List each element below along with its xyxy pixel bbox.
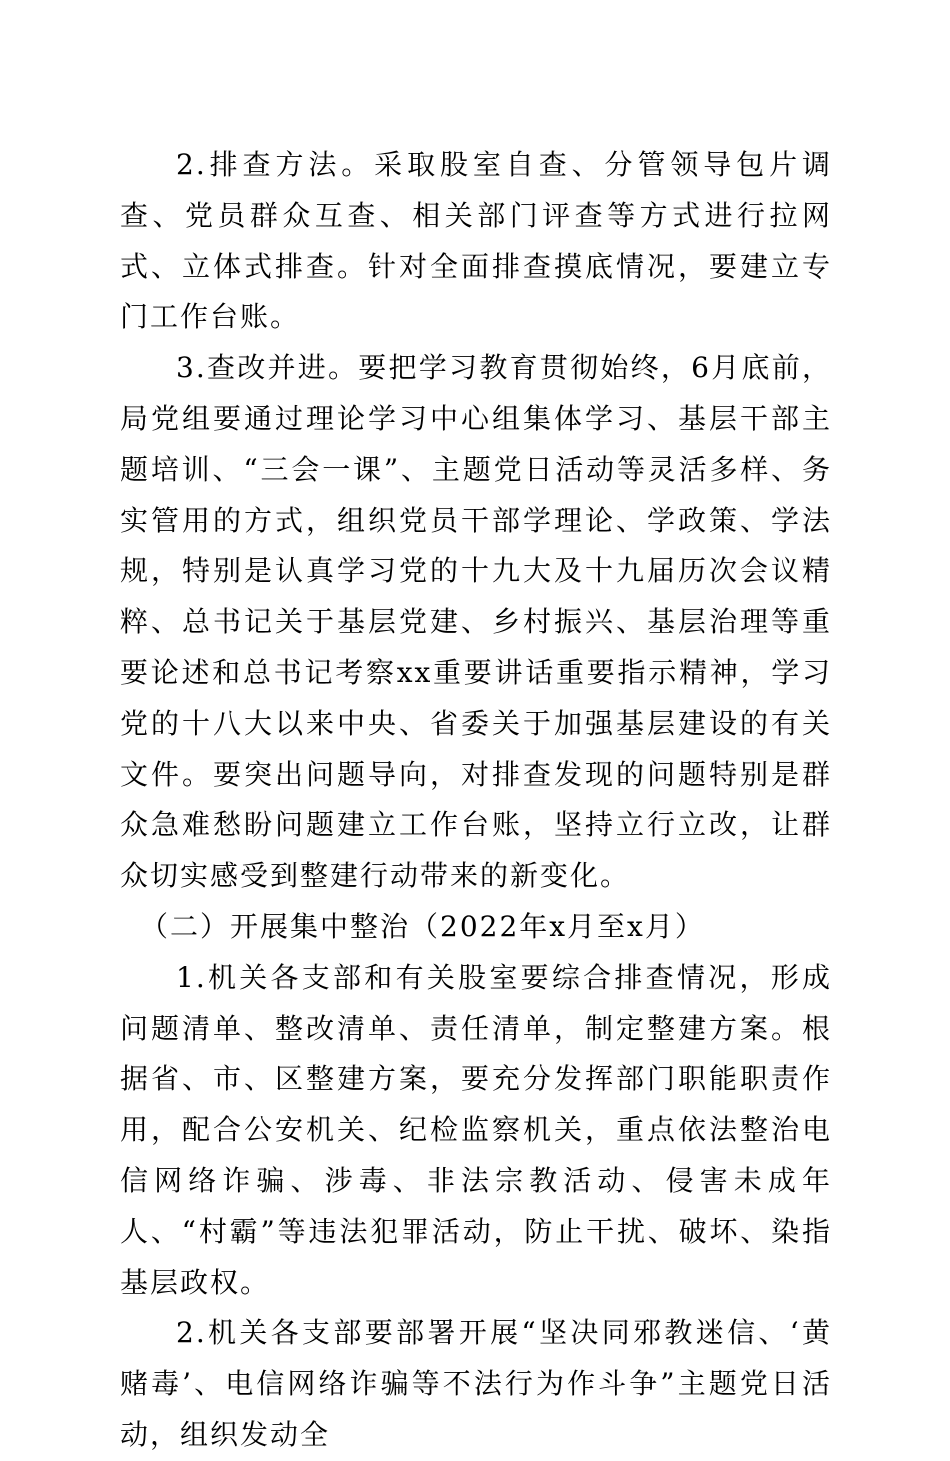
- paragraph-theme-party-day: 2.机关各支部要部署开展“坚决同邪教迷信、‘黄赌毒’、电信网络诈骗等不法行为作斗争”主题党日活动，组织发动全: [120, 1316, 832, 1451]
- paragraph-rectification-plan: 1.机关各支部和有关股室要综合排查情况，形成问题清单、整改清单、责任清单，制定整建方案。根据省、市、区整建方案，要充分发挥部门职能职责作用，配合公安机关、纪检监察机关，重点依法整治电信网络诈骗、涉毒、非法宗教活动、侵害未成年人、“村霸”等违法犯罪活动，防止干扰、破坏、染指基层政权。: [120, 960, 832, 1299]
- document-body: [120, 140, 832, 1461]
- section-heading-centralized-rectification: （二）开展集中整治（2022年x月至x月）: [140, 909, 705, 943]
- paragraph-check-and-correct: 3.查改并进。要把学习教育贯彻始终，6月底前，局党组要通过理论学习中心组集体学习、基层干部主题培训、“三会一课”、主题党日活动等灵活多样、务实管用的方式，组织党员干部学理论、学政策、学法规，特别是认真学习党的十九大及十九届历次会议精粹、总书记关于基层党建、乡村振兴、基层治理等重要论述和总书记考察xx重要讲话重要指示精神，学习党的十八大以来中央、省委关于加强基层建设的有关文件。要突出问题导向，对排查发现的问题特别是群众急难愁盼问题建立工作台账，坚持立行立改，让群众切实感受到整建行动带来的新变化。: [120, 351, 832, 893]
- paragraph-investigation-method: 2.排查方法。采取股室自查、分管领导包片调查、党员群众互查、相关部门评查等方式进行拉网式、立体式排查。针对全面排查摸底情况，要建立专门工作台账。: [120, 148, 832, 334]
